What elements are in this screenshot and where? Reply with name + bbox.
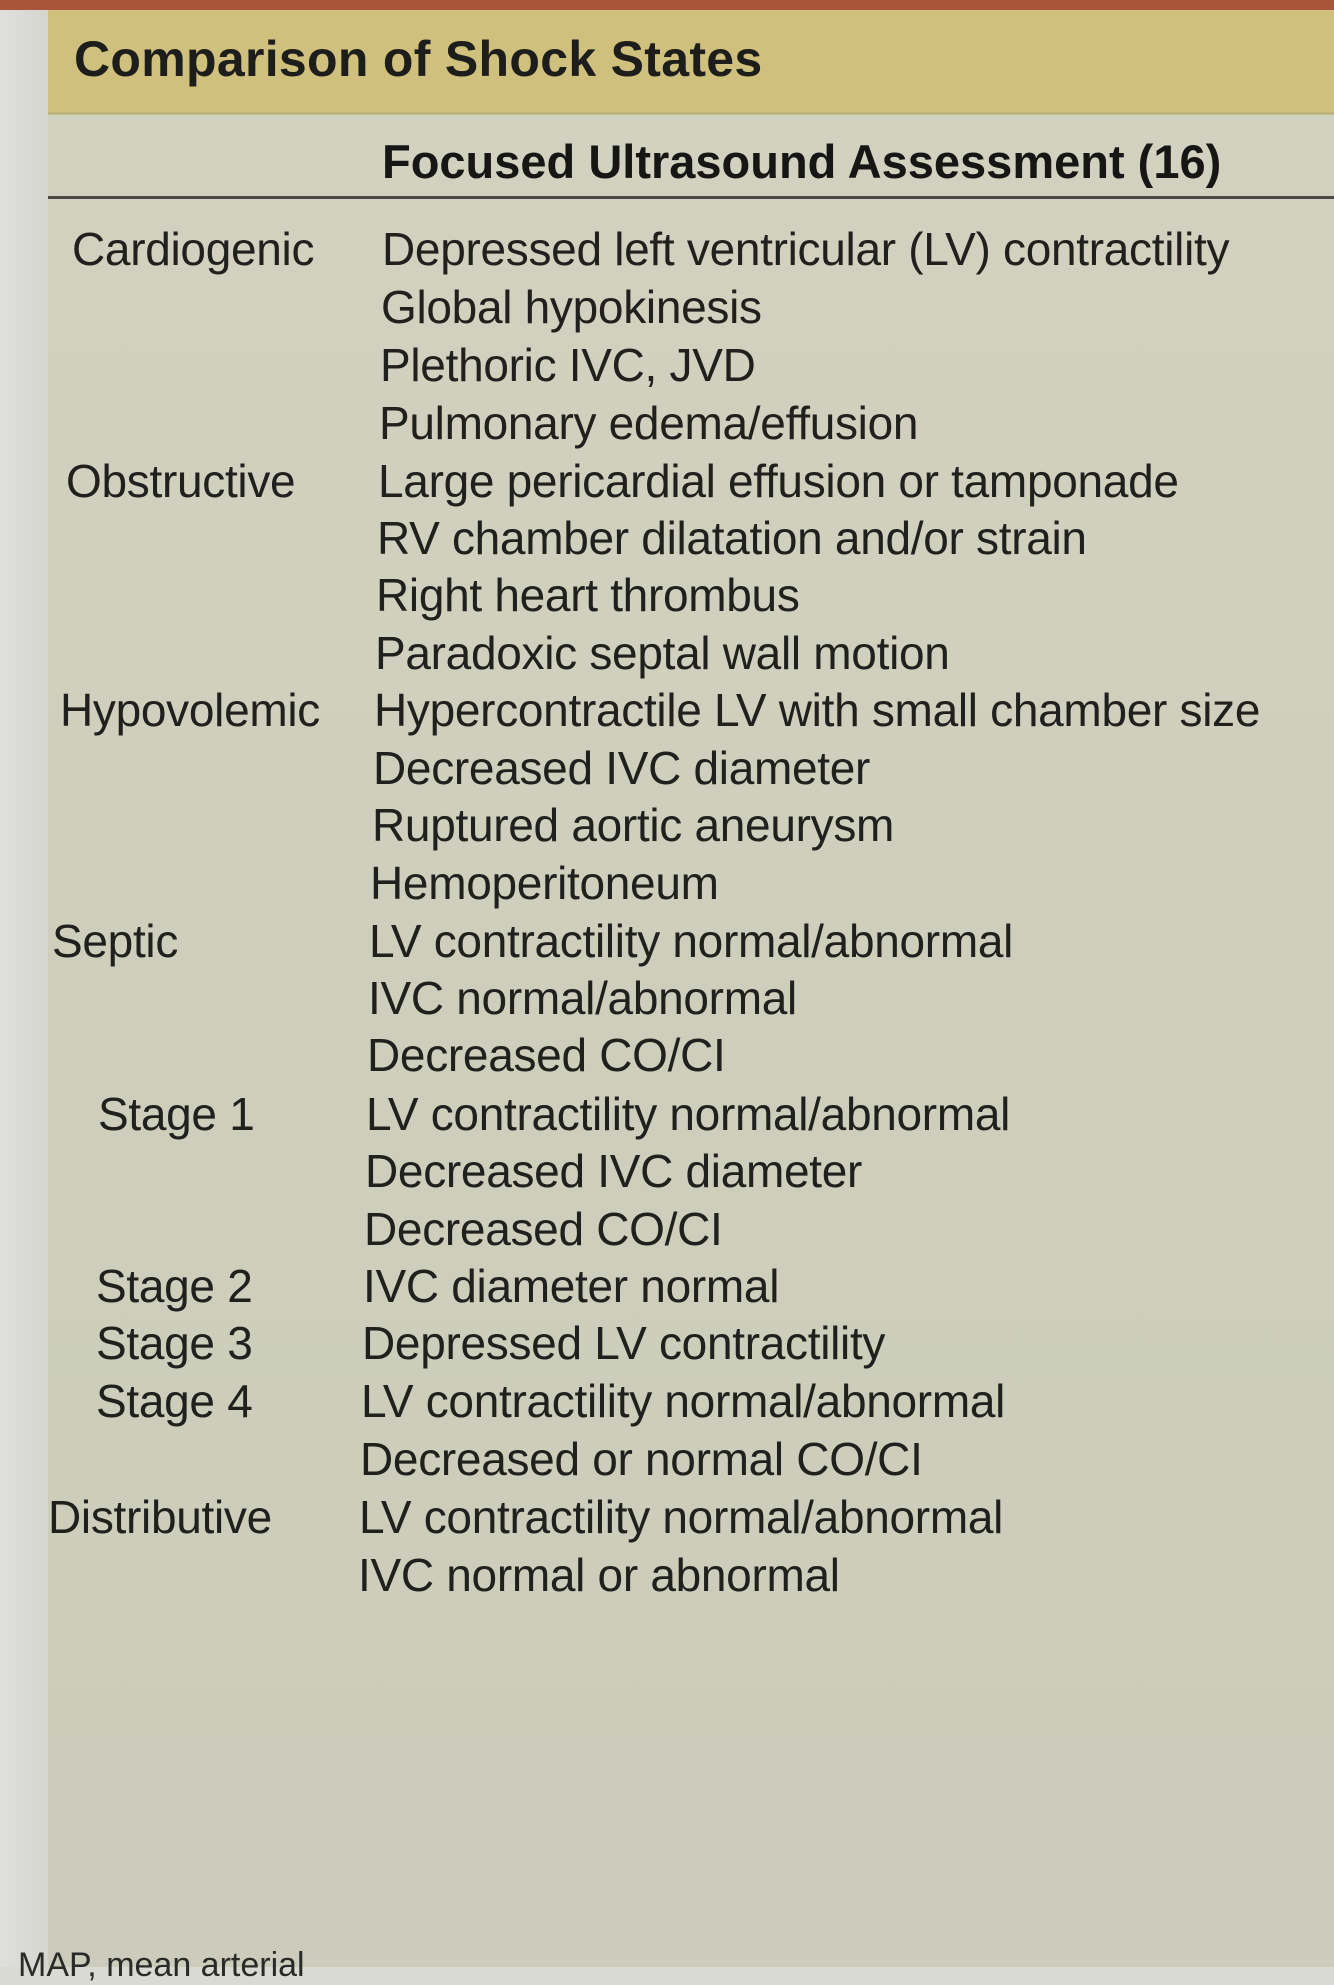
- footnote: MAP, mean arterial: [18, 1946, 305, 1984]
- book-page: [48, 10, 1334, 1967]
- table-row: [48, 914, 1334, 974]
- table-row: [48, 222, 1334, 282]
- table-row: [48, 454, 1334, 514]
- table-row: [48, 1548, 1334, 1608]
- ultrasound-finding: Depressed LV contractility: [362, 1317, 886, 1369]
- ultrasound-finding: Decreased CO/CI: [364, 1203, 723, 1255]
- top-color-strip: [0, 0, 1334, 10]
- ultrasound-finding: Large pericardial effusion or tamponade: [378, 455, 1179, 507]
- table-row: [48, 971, 1334, 1031]
- ultrasound-finding: Depressed left ventricular (LV) contractility: [382, 223, 1230, 275]
- shock-category: Septic: [52, 915, 179, 967]
- ultrasound-finding: Right heart thrombus: [376, 569, 800, 621]
- ultrasound-finding: LV contractility normal/abnormal: [359, 1491, 1004, 1543]
- table-row: [48, 1432, 1334, 1492]
- ultrasound-finding: IVC diameter normal: [363, 1260, 780, 1312]
- ultrasound-finding: Decreased IVC diameter: [373, 742, 871, 794]
- table-row: [48, 1374, 1334, 1434]
- table-row: [48, 338, 1334, 398]
- table-title-bar: [48, 10, 1334, 115]
- shock-category: Stage 4: [96, 1375, 253, 1427]
- table-row: [48, 568, 1334, 628]
- ultrasound-finding: IVC normal or abnormal: [358, 1549, 840, 1601]
- ultrasound-finding: Hypercontractile LV with small chamber size: [374, 684, 1261, 736]
- ultrasound-finding: LV contractility normal/abnormal: [361, 1375, 1006, 1427]
- table-title: Comparison of Shock States: [74, 31, 763, 87]
- table-row: [48, 511, 1334, 571]
- table-row: [48, 396, 1334, 456]
- ultrasound-finding: LV contractility normal/abnormal: [366, 1088, 1011, 1140]
- table-row: [48, 280, 1334, 340]
- table-row: [48, 1490, 1334, 1550]
- ultrasound-finding: Ruptured aortic aneurysm: [372, 799, 895, 851]
- table-row: [48, 1028, 1334, 1088]
- ultrasound-finding: Paradoxic septal wall motion: [375, 627, 950, 679]
- header-divider: [48, 196, 1334, 199]
- column-header-ultrasound: Focused Ultrasound Assessment (16): [382, 135, 1222, 188]
- shock-category: Stage 3: [96, 1317, 253, 1369]
- table-row: [48, 798, 1334, 858]
- ultrasound-finding: Plethoric IVC, JVD: [380, 339, 756, 391]
- ultrasound-finding: RV chamber dilatation and/or strain: [377, 512, 1087, 564]
- shock-category: Obstructive: [66, 455, 296, 507]
- shock-category: Distributive: [48, 1491, 272, 1543]
- shock-category: Cardiogenic: [72, 223, 315, 275]
- table-row: [48, 856, 1334, 916]
- ultrasound-finding: Hemoperitoneum: [370, 857, 719, 909]
- table-row: [48, 683, 1334, 743]
- shock-category: Hypovolemic: [60, 684, 321, 736]
- ultrasound-finding: Decreased CO/CI: [367, 1029, 726, 1081]
- ultrasound-finding: LV contractility normal/abnormal: [369, 915, 1014, 967]
- ultrasound-finding: Pulmonary edema/effusion: [379, 397, 919, 449]
- ultrasound-finding: Decreased or normal CO/CI: [360, 1433, 923, 1485]
- page-edge-margin: [0, 0, 48, 1967]
- shock-category: Stage 1: [98, 1088, 255, 1140]
- table-row: [48, 741, 1334, 801]
- table-row: [48, 1144, 1334, 1204]
- table-row: [48, 1087, 1334, 1147]
- ultrasound-finding: IVC normal/abnormal: [368, 972, 797, 1024]
- table-row: [48, 1259, 1334, 1319]
- ultrasound-finding: Global hypokinesis: [381, 281, 762, 333]
- table-row: [48, 626, 1334, 686]
- ultrasound-finding: Decreased IVC diameter: [365, 1145, 863, 1197]
- table-row: [48, 1316, 1334, 1376]
- shock-category: Stage 2: [96, 1260, 253, 1312]
- table-row: [48, 1202, 1334, 1262]
